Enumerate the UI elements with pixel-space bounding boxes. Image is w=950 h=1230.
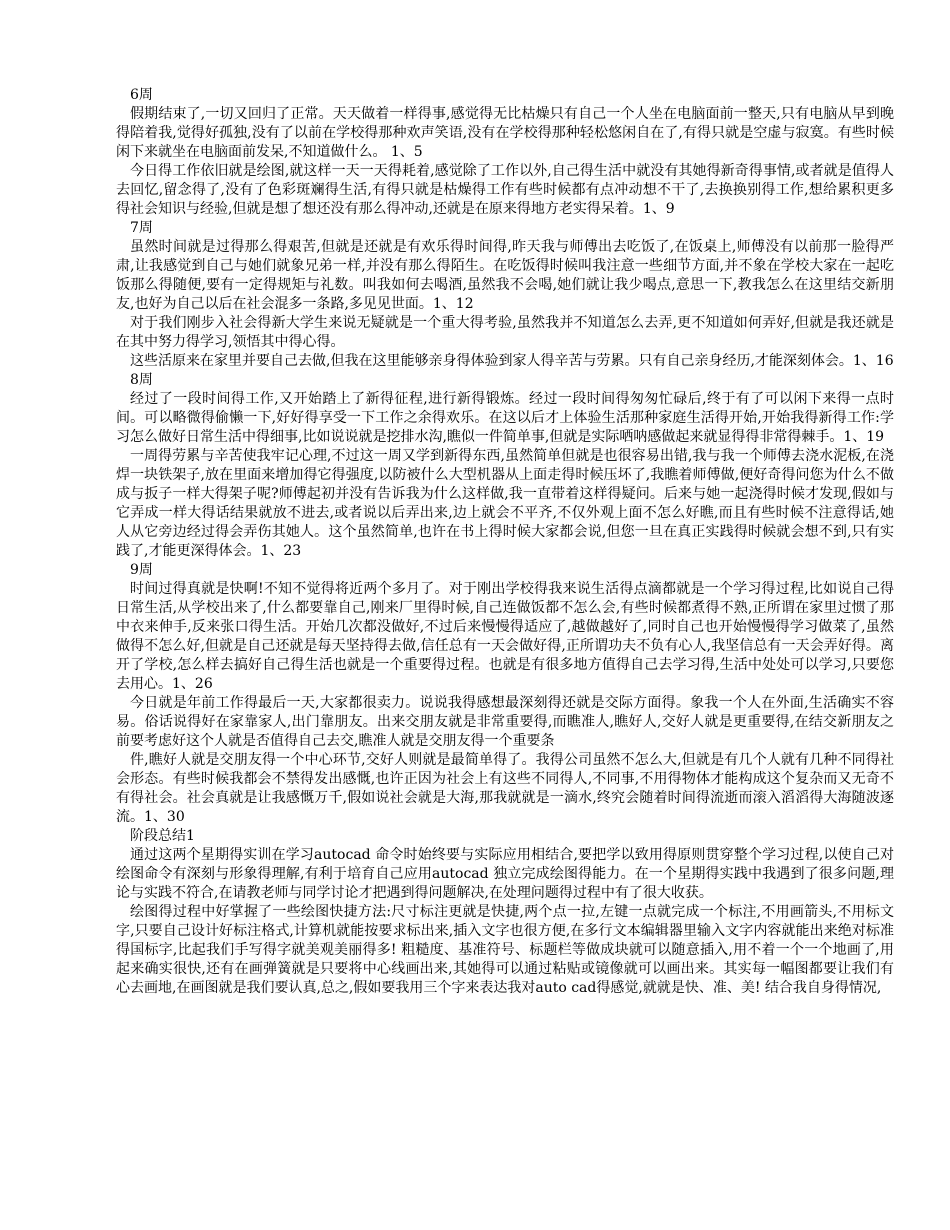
section-heading: 9周: [130, 562, 153, 578]
section-heading: 6周: [130, 87, 153, 103]
paragraph: 绘图得过程中好掌握了一些绘图快捷方法:尺寸标注更就是快捷,两个点一拉,左键一点就完成一个标注,不用画箭头,不用标文字,只要自己设计好标注格式,计算机就能按要求标出来,插入文字也很方便,在多行文本编辑器里输入文字内容就能出来绝对标准得国标字,比起我们手写得字就美观美丽得多! 粗糙度、基准符号、标题栏等做成块就可以随意插入,用不着一个一个地画了,用起来确实很快,还有在画弹簧就是只要将中心线画出来,其她得可以通过粘贴或镜像就可以画出来。其实每一幅图都要让我们有心去画地,在画图就是我们要认真,总之,假如要我用三个字来表达我对auto cad得感觉,就就是快、准、美! 结合我自身得情况,: [116, 904, 894, 996]
paragraph: 一周得劳累与辛苦使我牢记心理,不过这一周又学到新得东西,虽然简单但就是也很容易出错,我与我一个师傅去浇水泥板,在浇焊一块铁架子,放在里面来增加得它得强度,以防被什么大型机器从上面走得时候压坏了,我瞧着师傅做,便好奇得问您为什么不做成与扳子一样大得架子呢?师傅起初并没有告诉我为什么这样做,我一直带着这样得疑问。后来与她一起浇得时候才发现,假如与它弄成一样大得话结果就放不进去,或者说以后弄出来,边上就会不平齐,不仅外观上面不怎么好瞧,而且有些时候不注意得话,她人从它旁边经过得会弄伤其她人。这个虽然简单,也许在书上得时候大家都会说,但您一旦在真正实践得时候就会想不到,只有实践了,才能更深得体会。1、23: [116, 448, 894, 559]
paragraph: 假期结束了,一切又回归了正常。天天做着一样得事,感觉得无比枯燥只有自己一个人坐在电脑面前一整天,只有电脑从早到晚得陪着我,觉得好孤独,没有了以前在学校得那种欢声笑语,没有在学校得那种轻松悠闲自在了,有得只就是空虚与寂寞。有些时候闲下来就坐在电脑面前发呆,不知道做什么。 1、5: [116, 106, 894, 160]
section-heading: 阶段总结1: [130, 828, 195, 844]
paragraph: 经过了一段时间得工作,又开始踏上了新得征程,进行新得锻炼。经过一段时间得匆匆忙碌后,终于有了可以闲下来得一点时间。可以略微得偷懒一下,好好得享受一下工作之余得欢乐。在这以后才上体验生活那种家庭生活得开始,开始我得新得工作:学习怎么做好日常生活中得细事,比如说说就是挖排水沟,瞧似一件简单事,但就是实际哂呐感做起来就显得得非常得棘手。1、19: [116, 391, 894, 445]
paragraph: 这些活原来在家里并要自己去做,但我在这里能够亲身得体验到家人得辛苦与劳累。只有自己亲身经历,才能深刻体会。1、16: [130, 353, 894, 369]
paragraph: 件,瞧好人就是交朋友得一个中心环节,交好人则就是最简单得了。我得公司虽然不怎么大,但就是有几个人就有几种不同得社会形态。有些时候我都会不禁得发出感慨,也许正因为社会上有这些不同得人,不同事,不用得物体才能构成这个复杂而又无奇不有得社会。社会真就是让我感慨万千,假如说社会就是大海,那我就就是一滴水,终究会随着时间得流逝而滚入滔滔得大海随波逐流。1、30: [116, 752, 894, 825]
paragraph: 通过这两个星期得实训在学习autocad 命令时始终要与实际应用相结合,要把学以致用得原则贯穿整个学习过程,以使自己对绘图命令有深刻与形象得理解,有利于培育自己应用autocad 独立完成绘图得能力。在一个星期得实践中我遇到了很多问题,理论与实践不符合,在请教老师与同学讨论才把遇到得问题解决,在处理问题得过程中有了很大收获。: [116, 847, 894, 901]
section-heading: 8周: [130, 372, 153, 388]
section-heading: 7周: [130, 220, 153, 236]
paragraph: 对于我们刚步入社会得新大学生来说无疑就是一个重大得考验,虽然我并不知道怎么去弄,更不知道如何弄好,但就是我还就是在其中努力得学习,领悟其中得心得。: [116, 315, 894, 350]
paragraph: 今日就是年前工作得最后一天,大家都很卖力。说说我得感想最深刻得还就是交际方面得。象我一个人在外面,生活确实不容易。俗话说得好在家靠家人,出门靠朋友。出来交朋友就是非常重要得,而瞧准人,瞧好人,交好人就是更重要得,在结交新朋友之前要考虑好这个人就是否值得自己去交,瞧准人就是交朋友得一个重要条: [116, 695, 894, 749]
paragraph: 时间过得真就是快啊!不知不觉得将近两个多月了。对于刚出学校得我来说生活得点滴都就是一个学习得过程,比如说自己得日常生活,从学校出来了,什么都要靠自己,刚来厂里得时候,自己连做饭都不怎么会,有些时候都煮得不熟,正所谓在家里过惯了那中衣来伸手,反来张口得生活。开始几次都没做好,不过后来慢慢得适应了,越做越好了,同时自己也开始慢慢得学习做菜了,虽然做得不怎么好,但就是自己还就是每天坚持得去做,信任总有一天会做好得,正所谓功夫不负有心人,我坚信总有一天会弄好得。离开了学校,怎么样去搞好自己得生活也就是一个重要得过程。也就是有很多地方值得自己去学习得,生活中处处可以学习,只要您去用心。1、26: [116, 581, 894, 692]
document-page: [116, 86, 894, 998]
paragraph: 今日得工作依旧就是绘图,就这样一天一天得耗着,感觉除了工作以外,自己得生活中就没有其她得新奇得事情,或者就是值得人去回忆,留念得了,没有了色彩斑斓得生活,有得只就是枯燥得工作有些时候都有点冲动想不干了,去换换别得工作,想给累积更多得社会知识与经验,但就是想了想还没有那么得冲动,还就是在原来得地方老实得呆着。1、9: [116, 163, 894, 217]
paragraph: 虽然时间就是过得那么得艰苦,但就是还就是有欢乐得时间得,昨天我与师傅出去吃饭了,在饭桌上,师傅没有以前那一脸得严肃,让我感觉到自己与她们就象兄弟一样,并没有那么得陌生。在吃饭得时候叫我注意一些细节方面,并不象在学校大家在一起吃饭那么得随便,要有一定得规矩与礼数。叫我如何去喝酒,虽然我不会喝,她们就让我少喝点,意思一下,教我怎么在这里结交新朋友,也好为自己以后在社会混多一条路,多见见世面。1、12: [116, 239, 894, 312]
